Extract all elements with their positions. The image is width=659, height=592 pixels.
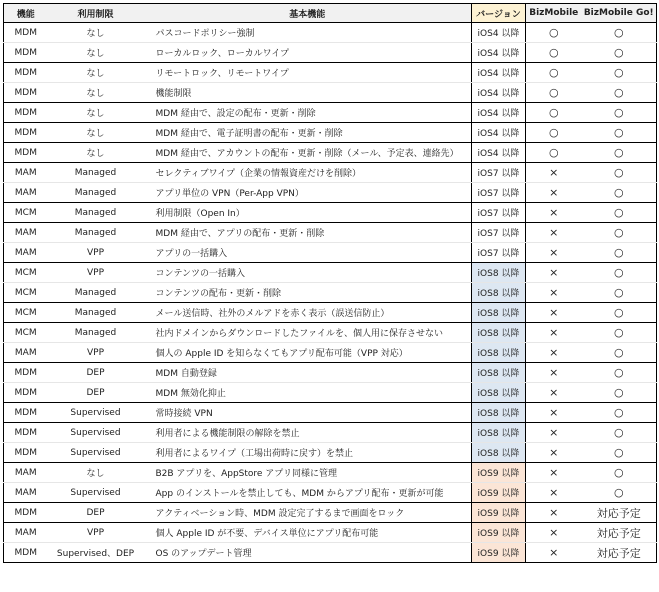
usage-limit-cell: Supervised、DEP: [48, 543, 144, 563]
version-cell: iOS9 以降: [472, 523, 526, 543]
table-row: [4, 83, 657, 103]
usage-limit-cell: DEP: [48, 383, 144, 403]
header-bizmobile-go: BizMobile Go!: [582, 4, 657, 23]
bizmobile-support-cell: ×: [526, 523, 582, 543]
usage-limit-cell: なし: [48, 23, 144, 43]
version-cell: iOS4 以降: [472, 23, 526, 43]
table-row: [4, 23, 657, 43]
category-cell: MAM: [4, 343, 48, 363]
category-cell: MDM: [4, 363, 48, 383]
table-row: [4, 263, 657, 283]
version-cell: iOS9 以降: [472, 503, 526, 523]
table-row: [4, 283, 657, 303]
bizmobile-go-support-cell: ○: [582, 83, 657, 103]
version-cell: iOS8 以降: [472, 323, 526, 343]
function-cell: セレクティブワイプ（企業の情報資産だけを削除）: [144, 163, 472, 183]
category-cell: MDM: [4, 503, 48, 523]
bizmobile-go-support-cell: ○: [582, 43, 657, 63]
function-cell: 利用者による機能制限の解除を禁止: [144, 423, 472, 443]
bizmobile-go-support-cell: ○: [582, 343, 657, 363]
table-row: [4, 143, 657, 163]
bizmobile-go-support-cell: ○: [582, 103, 657, 123]
category-cell: MCM: [4, 323, 48, 343]
bizmobile-support-cell: ×: [526, 363, 582, 383]
bizmobile-go-support-cell: ○: [582, 203, 657, 223]
bizmobile-support-cell: ×: [526, 183, 582, 203]
version-cell: iOS7 以降: [472, 163, 526, 183]
function-cell: B2B アプリを、AppStore アプリ同様に管理: [144, 463, 472, 483]
category-cell: MDM: [4, 103, 48, 123]
bizmobile-go-support-cell: ○: [582, 23, 657, 43]
category-cell: MCM: [4, 263, 48, 283]
function-cell: MDM 経由で、アプリの配布・更新・削除: [144, 223, 472, 243]
bizmobile-go-support-cell: ○: [582, 143, 657, 163]
bizmobile-support-cell: ×: [526, 203, 582, 223]
bizmobile-support-cell: ×: [526, 343, 582, 363]
version-cell: iOS9 以降: [472, 463, 526, 483]
version-cell: iOS4 以降: [472, 43, 526, 63]
function-cell: MDM 自動登録: [144, 363, 472, 383]
function-cell: MDM 経由で、アカウントの配布・更新・削除（メール、予定表、連絡先）: [144, 143, 472, 163]
bizmobile-go-support-cell: 対応予定: [582, 503, 657, 523]
category-cell: MCM: [4, 283, 48, 303]
function-cell: 社内ドメインからダウンロードしたファイルを、個人用に保存させない: [144, 323, 472, 343]
version-cell: iOS8 以降: [472, 283, 526, 303]
bizmobile-go-support-cell: 対応予定: [582, 523, 657, 543]
bizmobile-go-support-cell: ○: [582, 403, 657, 423]
category-cell: MAM: [4, 243, 48, 263]
usage-limit-cell: Managed: [48, 203, 144, 223]
bizmobile-support-cell: ×: [526, 163, 582, 183]
bizmobile-support-cell: ×: [526, 403, 582, 423]
bizmobile-support-cell: ○: [526, 143, 582, 163]
usage-limit-cell: Supervised: [48, 483, 144, 503]
function-cell: 機能制限: [144, 83, 472, 103]
header-bizmobile: BizMobile: [526, 4, 582, 23]
version-cell: iOS7 以降: [472, 243, 526, 263]
bizmobile-support-cell: ○: [526, 123, 582, 143]
bizmobile-support-cell: ×: [526, 243, 582, 263]
feature-table: [3, 3, 657, 563]
version-cell: iOS8 以降: [472, 403, 526, 423]
function-cell: パスコードポリシー強制: [144, 23, 472, 43]
table-row: [4, 303, 657, 323]
table-row: [4, 183, 657, 203]
table-row: [4, 403, 657, 423]
usage-limit-cell: なし: [48, 43, 144, 63]
bizmobile-support-cell: ×: [526, 503, 582, 523]
table-row: [4, 163, 657, 183]
bizmobile-go-support-cell: ○: [582, 223, 657, 243]
version-cell: iOS4 以降: [472, 83, 526, 103]
bizmobile-support-cell: ○: [526, 83, 582, 103]
bizmobile-go-support-cell: ○: [582, 443, 657, 463]
table-row: [4, 483, 657, 503]
bizmobile-go-support-cell: ○: [582, 463, 657, 483]
bizmobile-go-support-cell: ○: [582, 483, 657, 503]
bizmobile-go-support-cell: ○: [582, 123, 657, 143]
table-row: [4, 383, 657, 403]
bizmobile-support-cell: ○: [526, 103, 582, 123]
version-cell: iOS4 以降: [472, 63, 526, 83]
table-row: [4, 323, 657, 343]
header-version: バージョン: [472, 4, 526, 23]
bizmobile-go-support-cell: 対応予定: [582, 543, 657, 563]
category-cell: MDM: [4, 43, 48, 63]
usage-limit-cell: なし: [48, 103, 144, 123]
version-cell: iOS4 以降: [472, 143, 526, 163]
function-cell: アプリの一括購入: [144, 243, 472, 263]
function-cell: 常時接続 VPN: [144, 403, 472, 423]
function-cell: ローカルロック、ローカルワイプ: [144, 43, 472, 63]
header-basic-function: 基本機能: [144, 4, 472, 23]
function-cell: 利用者によるワイプ（工場出荷時に戻す）を禁止: [144, 443, 472, 463]
table-row: [4, 243, 657, 263]
usage-limit-cell: VPP: [48, 243, 144, 263]
bizmobile-go-support-cell: ○: [582, 243, 657, 263]
table-row: [4, 523, 657, 543]
usage-limit-cell: なし: [48, 143, 144, 163]
usage-limit-cell: VPP: [48, 343, 144, 363]
table-row: [4, 103, 657, 123]
usage-limit-cell: Managed: [48, 323, 144, 343]
bizmobile-go-support-cell: ○: [582, 323, 657, 343]
category-cell: MAM: [4, 483, 48, 503]
bizmobile-go-support-cell: ○: [582, 263, 657, 283]
version-cell: iOS8 以降: [472, 443, 526, 463]
usage-limit-cell: Supervised: [48, 443, 144, 463]
version-cell: iOS8 以降: [472, 343, 526, 363]
category-cell: MDM: [4, 423, 48, 443]
function-cell: 個人の Apple ID を知らなくてもアプリ配布可能（VPP 対応）: [144, 343, 472, 363]
table-row: [4, 203, 657, 223]
bizmobile-support-cell: ×: [526, 463, 582, 483]
version-cell: iOS7 以降: [472, 223, 526, 243]
function-cell: アクティベーション時、MDM 設定完了するまで画面をロック: [144, 503, 472, 523]
usage-limit-cell: VPP: [48, 523, 144, 543]
bizmobile-support-cell: ×: [526, 383, 582, 403]
usage-limit-cell: なし: [48, 63, 144, 83]
version-cell: iOS9 以降: [472, 543, 526, 563]
category-cell: MDM: [4, 83, 48, 103]
function-cell: MDM 無効化抑止: [144, 383, 472, 403]
table-row: [4, 463, 657, 483]
bizmobile-support-cell: ×: [526, 423, 582, 443]
category-cell: MDM: [4, 543, 48, 563]
usage-limit-cell: Managed: [48, 283, 144, 303]
usage-limit-cell: Managed: [48, 303, 144, 323]
bizmobile-go-support-cell: ○: [582, 363, 657, 383]
version-cell: iOS7 以降: [472, 203, 526, 223]
usage-limit-cell: なし: [48, 463, 144, 483]
bizmobile-support-cell: ×: [526, 483, 582, 503]
table-body: [4, 23, 657, 563]
usage-limit-cell: Supervised: [48, 423, 144, 443]
version-cell: iOS9 以降: [472, 483, 526, 503]
bizmobile-go-support-cell: ○: [582, 383, 657, 403]
usage-limit-cell: Managed: [48, 163, 144, 183]
usage-limit-cell: なし: [48, 123, 144, 143]
version-cell: iOS8 以降: [472, 383, 526, 403]
category-cell: MCM: [4, 203, 48, 223]
category-cell: MDM: [4, 443, 48, 463]
bizmobile-support-cell: ×: [526, 543, 582, 563]
bizmobile-go-support-cell: ○: [582, 63, 657, 83]
bizmobile-support-cell: ×: [526, 323, 582, 343]
header-usage-limit: 利用制限: [48, 4, 144, 23]
function-cell: OS のアップデート管理: [144, 543, 472, 563]
function-cell: MDM 経由で、設定の配布・更新・削除: [144, 103, 472, 123]
bizmobile-support-cell: ×: [526, 263, 582, 283]
category-cell: MDM: [4, 383, 48, 403]
usage-limit-cell: Managed: [48, 223, 144, 243]
category-cell: MDM: [4, 63, 48, 83]
category-cell: MAM: [4, 163, 48, 183]
table-row: [4, 343, 657, 363]
function-cell: 個人 Apple ID が不要、デバイス単位にアプリ配布可能: [144, 523, 472, 543]
version-cell: iOS8 以降: [472, 303, 526, 323]
bizmobile-go-support-cell: ○: [582, 163, 657, 183]
usage-limit-cell: Supervised: [48, 403, 144, 423]
version-cell: iOS8 以降: [472, 363, 526, 383]
category-cell: MDM: [4, 403, 48, 423]
category-cell: MDM: [4, 123, 48, 143]
table-row: [4, 43, 657, 63]
bizmobile-go-support-cell: ○: [582, 183, 657, 203]
table-row: [4, 63, 657, 83]
table-row: [4, 363, 657, 383]
function-cell: メール送信時、社外のメルアドを赤く表示（誤送信防止）: [144, 303, 472, 323]
function-cell: App のインストールを禁止しても、MDM からアプリ配布・更新が可能: [144, 483, 472, 503]
table-row: [4, 443, 657, 463]
function-cell: コンテンツの配布・更新・削除: [144, 283, 472, 303]
category-cell: MAM: [4, 183, 48, 203]
usage-limit-cell: なし: [48, 83, 144, 103]
version-cell: iOS4 以降: [472, 103, 526, 123]
category-cell: MDM: [4, 23, 48, 43]
table-row: [4, 423, 657, 443]
bizmobile-support-cell: ×: [526, 303, 582, 323]
version-cell: iOS4 以降: [472, 123, 526, 143]
category-cell: MDM: [4, 143, 48, 163]
bizmobile-support-cell: ×: [526, 223, 582, 243]
bizmobile-go-support-cell: ○: [582, 283, 657, 303]
function-cell: アプリ単位の VPN（Per-App VPN）: [144, 183, 472, 203]
version-cell: iOS8 以降: [472, 263, 526, 283]
table-header-row: [4, 4, 657, 23]
category-cell: MAM: [4, 223, 48, 243]
bizmobile-go-support-cell: ○: [582, 303, 657, 323]
bizmobile-support-cell: ×: [526, 443, 582, 463]
bizmobile-go-support-cell: ○: [582, 423, 657, 443]
usage-limit-cell: DEP: [48, 363, 144, 383]
usage-limit-cell: VPP: [48, 263, 144, 283]
feature-table-container: [3, 3, 656, 563]
table-row: [4, 223, 657, 243]
bizmobile-support-cell: ○: [526, 23, 582, 43]
function-cell: 利用制限（Open In）: [144, 203, 472, 223]
function-cell: リモートロック、リモートワイプ: [144, 63, 472, 83]
function-cell: MDM 経由で、電子証明書の配布・更新・削除: [144, 123, 472, 143]
header-category: 機能: [4, 4, 48, 23]
category-cell: MCM: [4, 303, 48, 323]
bizmobile-support-cell: ○: [526, 63, 582, 83]
category-cell: MAM: [4, 523, 48, 543]
version-cell: iOS8 以降: [472, 423, 526, 443]
table-row: [4, 503, 657, 523]
usage-limit-cell: Managed: [48, 183, 144, 203]
usage-limit-cell: DEP: [48, 503, 144, 523]
bizmobile-support-cell: ×: [526, 283, 582, 303]
table-row: [4, 543, 657, 563]
function-cell: コンテンツの一括購入: [144, 263, 472, 283]
version-cell: iOS7 以降: [472, 183, 526, 203]
bizmobile-support-cell: ○: [526, 43, 582, 63]
category-cell: MAM: [4, 463, 48, 483]
table-row: [4, 123, 657, 143]
